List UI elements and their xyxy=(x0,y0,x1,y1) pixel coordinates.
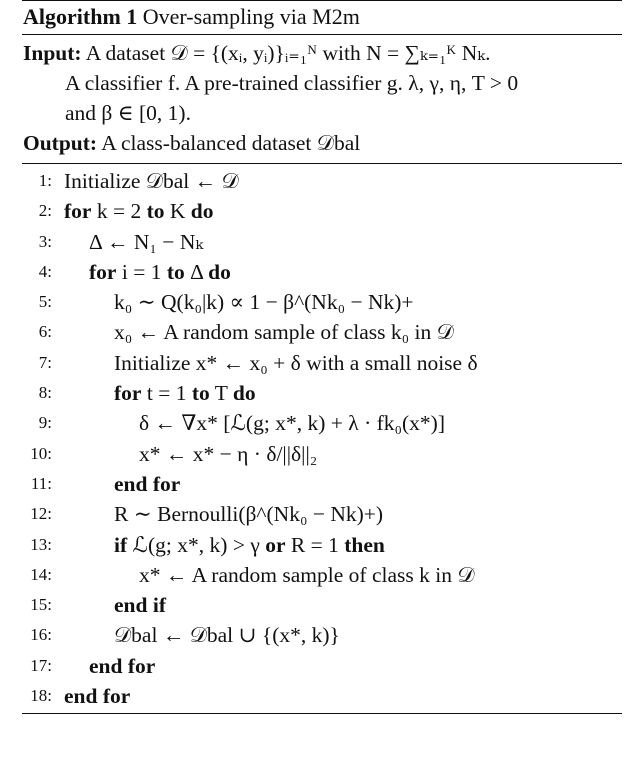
line-code: end if xyxy=(114,593,166,618)
line-number: 18: xyxy=(30,686,52,706)
algorithm-line xyxy=(22,196,622,226)
line-code: x* ← x* − η · δ/||δ||₂ xyxy=(139,441,318,466)
line-number: 5: xyxy=(38,292,52,312)
line-number: 14: xyxy=(30,564,52,584)
line-number: 1: xyxy=(38,171,52,190)
algorithm-line xyxy=(22,166,622,196)
input-line-1 xyxy=(23,38,622,68)
line-code: δ ← ∇x* [ℒ(g; x*, k) + λ · fk₀(x*)] xyxy=(139,411,445,436)
input-line-2: A classifier f. A pre-trained classifier g. λ, γ, η, T > 0 xyxy=(65,71,519,95)
algorithm-line xyxy=(22,651,622,681)
line-code: for k = 2 to K do xyxy=(64,199,214,224)
line-code: Δ ← N₁ − Nₖ xyxy=(89,229,204,254)
output-label: Output: xyxy=(23,131,98,155)
algorithm-body xyxy=(22,164,622,713)
line-number: 17: xyxy=(30,655,52,675)
line-number: 12: xyxy=(30,504,52,524)
line-code: R ∼ Bernoulli(β^(Nk₀ − Nk)+) xyxy=(114,502,384,527)
algorithm-title xyxy=(22,1,622,34)
line-number: 15: xyxy=(30,595,52,615)
algorithm-name: Over-sampling via M2m xyxy=(142,4,360,29)
line-number: 2: xyxy=(38,201,52,221)
algorithm-line xyxy=(22,227,622,257)
line-number: 10: xyxy=(30,443,52,463)
line-code: for t = 1 to T do xyxy=(114,381,256,406)
line-code: Initialize 𝒟bal ← 𝒟 xyxy=(64,169,239,193)
algorithm-line xyxy=(22,560,622,590)
algorithm-line xyxy=(22,620,622,650)
algorithm-line xyxy=(22,287,622,317)
line-code: end for xyxy=(114,471,181,496)
line-number: 7: xyxy=(38,352,52,372)
line-code: k₀ ∼ Q(k₀|k) ∝ 1 − β^(Nk₀ − Nk)+ xyxy=(114,290,414,315)
algorithm-line xyxy=(22,348,622,378)
line-code: x* ← A random sample of class k in 𝒟 xyxy=(139,562,475,587)
line-number: 8: xyxy=(38,383,52,403)
input-text-1: A dataset 𝒟 = {(xᵢ, yᵢ)}ᵢ₌₁ᴺ with N = ∑ₖ₌₁ᴷ Nₖ. xyxy=(85,41,491,65)
algorithm-line xyxy=(22,257,622,287)
bottom-rule xyxy=(22,713,622,714)
line-number: 9: xyxy=(38,413,52,433)
line-number: 11: xyxy=(30,473,52,493)
line-code: x₀ ← A random sample of class k₀ in 𝒟 xyxy=(114,320,454,345)
algorithm-line xyxy=(22,317,622,347)
input-label: Input: xyxy=(23,41,82,65)
line-code: for i = 1 to Δ do xyxy=(89,259,231,284)
line-code: end for xyxy=(64,684,131,709)
line-code: 𝒟bal ← 𝒟bal ∪ {(x*, k)} xyxy=(114,623,340,648)
line-number: 4: xyxy=(38,261,52,281)
input-line-3: and β ∈ [0, 1). xyxy=(65,101,191,125)
io-section xyxy=(22,35,622,163)
algorithm-line xyxy=(22,530,622,560)
line-number: 13: xyxy=(30,534,52,554)
algorithm-line xyxy=(22,499,622,529)
algorithm-line xyxy=(22,681,622,711)
output-text: A class-balanced dataset 𝒟bal xyxy=(101,131,361,155)
line-number: 16: xyxy=(30,625,52,645)
algorithm-line xyxy=(22,439,622,469)
algorithm-line xyxy=(22,469,622,499)
algorithm-label: Algorithm 1 xyxy=(23,4,138,29)
algorithm-line xyxy=(22,378,622,408)
algorithm-line xyxy=(22,408,622,438)
line-number: 3: xyxy=(38,231,52,251)
algorithm-line xyxy=(22,590,622,620)
algorithm-box xyxy=(22,0,622,714)
line-code: if ℒ(g; x*, k) > γ or R = 1 then xyxy=(114,532,385,557)
line-code: Initialize x* ← x₀ + δ with a small noise δ xyxy=(114,350,478,375)
line-code: end for xyxy=(89,653,156,678)
output-line xyxy=(23,128,622,158)
line-number: 6: xyxy=(38,322,52,342)
